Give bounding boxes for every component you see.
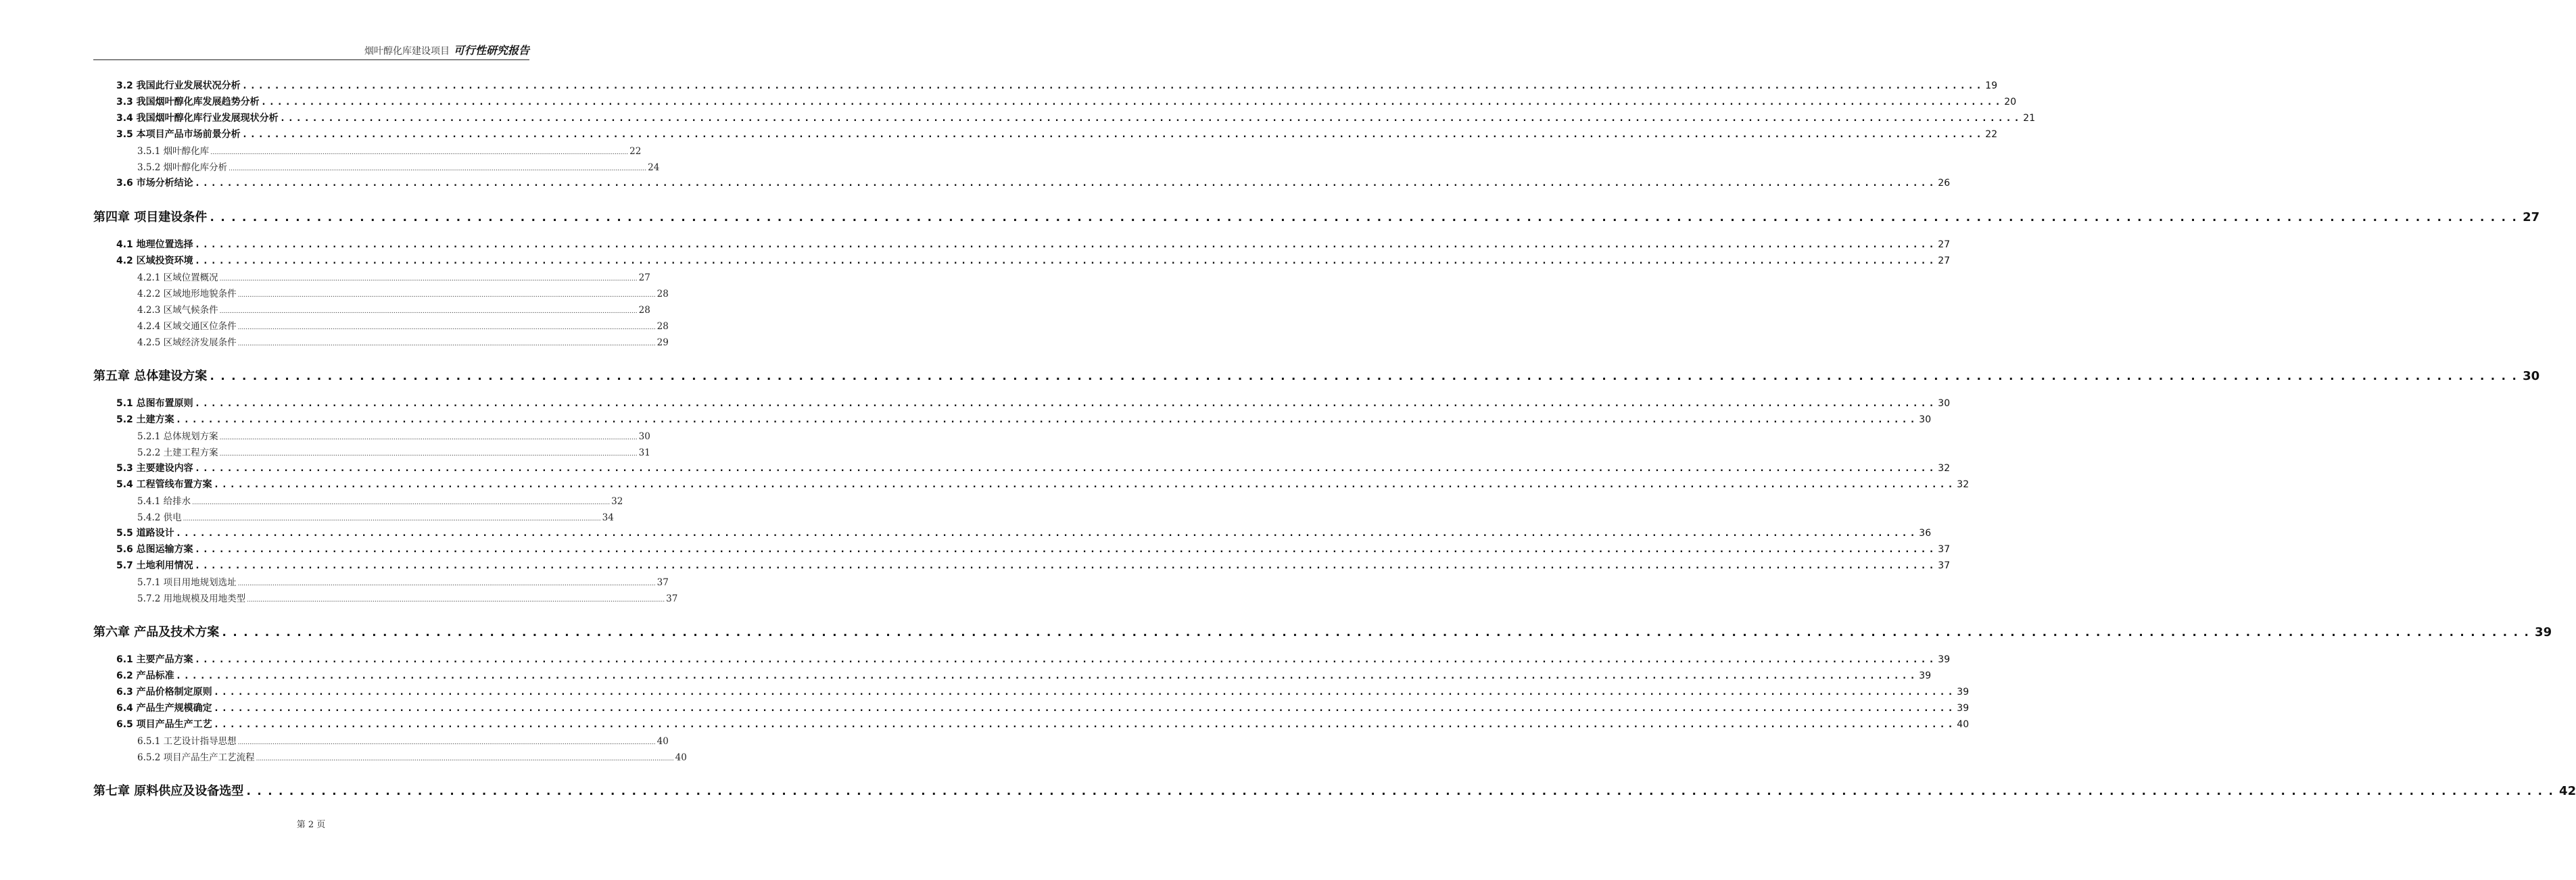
toc-leader-dots: ........................................................................................................................................................................................................................ bbox=[194, 544, 1937, 555]
toc-leader-dots: ........................................................................................................................................................................................................................ bbox=[213, 479, 1956, 490]
toc-entry-page: 30 bbox=[1938, 398, 1951, 409]
toc-leader-dots: ........................................................................................................................................................................................................................ bbox=[237, 292, 656, 299]
toc-entry-page: 40 bbox=[1957, 719, 1970, 730]
toc-entry[interactable] bbox=[137, 160, 660, 173]
toc-leader-dots: ........................................................................................................................................................................................................................ bbox=[220, 625, 2534, 639]
toc-entry-title: 6.5.1 工艺设计指导思想 bbox=[137, 736, 237, 747]
toc-entry[interactable] bbox=[116, 237, 1951, 251]
toc-entry-page: 37 bbox=[1938, 544, 1951, 555]
toc-leader-dots: ........................................................................................................................................................................................................................ bbox=[219, 276, 638, 283]
toc-leader-dots: ........................................................................................................................................................................................................................ bbox=[213, 703, 1956, 714]
toc-entry-title: 6.5.2 项目产品生产工艺流程 bbox=[137, 752, 255, 763]
toc-entry-page: 37 bbox=[1938, 560, 1951, 571]
toc-entry-page: 39 bbox=[1919, 670, 1932, 681]
toc-entry[interactable] bbox=[116, 412, 1932, 426]
toc-leader-dots: ........................................................................................................................................................................................................................ bbox=[194, 654, 1937, 665]
toc-entry[interactable] bbox=[116, 652, 1951, 666]
toc-leader-dots: ........................................................................................................................................................................................................................ bbox=[219, 435, 638, 441]
toc-chapter-title: 第五章 总体建设方案 bbox=[93, 369, 208, 383]
toc-entry-title: 6.1 主要产品方案 bbox=[116, 654, 193, 665]
toc-chapter-page: 27 bbox=[2523, 210, 2540, 224]
toc-entry-page: 28 bbox=[657, 321, 669, 332]
toc-entry-title: 6.4 产品生产规模确定 bbox=[116, 703, 212, 714]
toc-entry-page: 40 bbox=[657, 736, 669, 747]
toc-entry[interactable] bbox=[116, 176, 1951, 189]
toc-leader-dots: ........................................................................................................................................................................................................................ bbox=[194, 178, 1937, 189]
toc-entry-page: 36 bbox=[1919, 528, 1932, 539]
toc-entry-page: 28 bbox=[657, 289, 669, 299]
toc-entry-page: 21 bbox=[2023, 113, 2036, 124]
toc-chapter[interactable] bbox=[93, 781, 2576, 799]
toc-entry[interactable] bbox=[116, 701, 1970, 714]
toc-entry-title: 3.5 本项目产品市场前景分析 bbox=[116, 129, 241, 140]
toc-leader-dots: ........................................................................................................................................................................................................................ bbox=[194, 255, 1937, 266]
toc-leader-dots: ........................................................................................................................................................................................................................ bbox=[183, 516, 601, 522]
toc-entry[interactable] bbox=[116, 542, 1951, 556]
toc-entry-title: 3.5.1 烟叶醇化库 bbox=[137, 146, 210, 157]
toc-entry-title: 5.4.1 给排水 bbox=[137, 496, 191, 507]
page-header bbox=[93, 42, 529, 60]
toc-leader-dots: ........................................................................................................................................................................................................................ bbox=[213, 719, 1956, 730]
toc-entry-page: 30 bbox=[638, 431, 650, 442]
toc-entry[interactable] bbox=[116, 111, 2036, 124]
toc-entry-title: 3.5.2 烟叶醇化库分析 bbox=[137, 162, 228, 173]
toc-entry[interactable] bbox=[116, 396, 1951, 410]
toc-leader-dots: ........................................................................................................................................................................................................................ bbox=[237, 581, 656, 587]
toc-entry-page: 20 bbox=[2004, 97, 2017, 107]
toc-entry[interactable] bbox=[116, 558, 1951, 572]
toc-chapter-title: 第六章 产品及技术方案 bbox=[93, 625, 220, 639]
toc-entry-title: 3.2 我国此行业发展状况分析 bbox=[116, 80, 241, 91]
toc-entry-page: 39 bbox=[1957, 703, 1970, 714]
header-subtitle: 烟叶醇化库建设项目 bbox=[364, 46, 450, 57]
toc-entry-title: 5.7.2 用地规模及用地类型 bbox=[137, 593, 246, 604]
toc-leader-dots: ........................................................................................................................................................................................................................ bbox=[210, 149, 629, 156]
toc-entry[interactable] bbox=[137, 445, 650, 458]
toc-entry-page: 29 bbox=[657, 337, 669, 348]
toc-entry[interactable] bbox=[116, 127, 1998, 141]
toc-entry-page: 37 bbox=[666, 593, 678, 604]
toc-leader-dots: ........................................................................................................................................................................................................................ bbox=[208, 210, 2522, 224]
toc-leader-dots: ........................................................................................................................................................................................................................ bbox=[175, 670, 1918, 681]
toc-entry[interactable] bbox=[137, 429, 650, 442]
toc-entry-page: 32 bbox=[1938, 463, 1951, 474]
toc-leader-dots: ........................................................................................................................................................................................................................ bbox=[208, 369, 2522, 383]
toc-entry-title: 4.1 地理位置选择 bbox=[116, 239, 193, 250]
toc-entry-title: 4.2 区域投资环境 bbox=[116, 255, 193, 266]
toc-leader-dots: ........................................................................................................................................................................................................................ bbox=[194, 560, 1937, 571]
toc-entry[interactable] bbox=[137, 318, 669, 332]
toc-leader-dots: ........................................................................................................................................................................................................................ bbox=[237, 324, 656, 331]
toc-chapter-page: 30 bbox=[2523, 369, 2540, 383]
toc-entry[interactable] bbox=[137, 733, 669, 747]
toc-entry-title: 3.6 市场分析结论 bbox=[116, 178, 193, 189]
toc-leader-dots: ........................................................................................................................................................................................................................ bbox=[256, 756, 674, 762]
toc-entry-page: 30 bbox=[1919, 414, 1932, 425]
toc-entry[interactable] bbox=[137, 575, 669, 588]
toc-entry[interactable] bbox=[137, 750, 687, 763]
toc-entry[interactable] bbox=[137, 493, 623, 507]
toc-entry-title: 4.2.3 区域气候条件 bbox=[137, 305, 218, 316]
toc-leader-dots: ........................................................................................................................................................................................................................ bbox=[194, 463, 1937, 474]
toc-entry-page: 27 bbox=[1938, 239, 1951, 250]
toc-entry[interactable] bbox=[137, 270, 650, 283]
toc-entry-page: 39 bbox=[1957, 687, 1970, 698]
toc-entry-page: 40 bbox=[675, 752, 687, 763]
toc-entry-page: 27 bbox=[1938, 255, 1951, 266]
toc-leader-dots: ........................................................................................................................................................................................................................ bbox=[219, 451, 638, 458]
toc-entry-title: 5.2 土建方案 bbox=[116, 414, 174, 425]
toc-entry-page: 26 bbox=[1938, 178, 1951, 189]
toc-entry-title: 5.5 道路设计 bbox=[116, 528, 174, 539]
toc-leader-dots: ........................................................................................................................................................................................................................ bbox=[175, 414, 1918, 425]
toc-entry-title: 4.2.2 区域地形地貌条件 bbox=[137, 289, 237, 299]
toc-entry-title: 6.2 产品标准 bbox=[116, 670, 174, 681]
toc-entry[interactable] bbox=[137, 286, 669, 299]
toc-entry[interactable] bbox=[116, 477, 1970, 491]
toc-chapter-page: 39 bbox=[2535, 625, 2552, 639]
toc-leader-dots: ........................................................................................................................................................................................................................ bbox=[219, 308, 638, 315]
toc-entry-page: 22 bbox=[1985, 129, 1998, 140]
toc-entry-title: 3.3 我国烟叶醇化库发展趋势分析 bbox=[116, 97, 260, 107]
toc-leader-dots: ........................................................................................................................................................................................................................ bbox=[237, 341, 656, 347]
header-title: 可行性研究报告 bbox=[453, 44, 529, 57]
toc-entry[interactable] bbox=[116, 717, 1970, 731]
toc-entry[interactable] bbox=[116, 461, 1951, 474]
toc-entry[interactable] bbox=[137, 302, 650, 316]
toc-entry-page: 24 bbox=[648, 162, 660, 173]
toc-leader-dots: ........................................................................................................................................................................................................................ bbox=[260, 97, 2003, 107]
toc-entry-title: 5.2.1 总体规划方案 bbox=[137, 431, 218, 442]
page-number: 第 2 页 bbox=[296, 820, 326, 830]
toc-entry[interactable] bbox=[116, 685, 1970, 698]
toc-entry[interactable] bbox=[137, 335, 669, 348]
toc-leader-dots: ........................................................................................................................................................................................................................ bbox=[241, 80, 1984, 91]
toc-entry-title: 5.4.2 供电 bbox=[137, 512, 182, 523]
toc-entry-title: 5.4 工程管线布置方案 bbox=[116, 479, 212, 490]
toc-entry-title: 4.2.4 区域交通区位条件 bbox=[137, 321, 237, 332]
toc-entry-page: 28 bbox=[638, 305, 650, 316]
toc-entry-title: 4.2.1 区域位置概况 bbox=[137, 272, 218, 283]
toc-entry-title: 5.7.1 项目用地规划选址 bbox=[137, 577, 237, 588]
toc-entry-page: 31 bbox=[638, 447, 650, 458]
toc-leader-dots: ........................................................................................................................................................................................................................ bbox=[194, 239, 1937, 250]
toc-entry[interactable] bbox=[116, 668, 1932, 682]
toc-entry[interactable] bbox=[137, 143, 642, 157]
toc-entry-title: 5.3 主要建设内容 bbox=[116, 463, 193, 474]
toc-leader-dots: ........................................................................................................................................................................................................................ bbox=[279, 113, 2022, 124]
toc-leader-dots: ........................................................................................................................................................................................................................ bbox=[194, 398, 1937, 409]
toc-entry-title: 6.3 产品价格制定原则 bbox=[116, 687, 212, 698]
toc-entry-page: 34 bbox=[602, 512, 614, 523]
toc-entry[interactable] bbox=[116, 78, 1998, 92]
toc-chapter[interactable] bbox=[93, 366, 2540, 384]
toc-entry[interactable] bbox=[116, 95, 2017, 108]
toc-entry-title: 5.7 土地利用情况 bbox=[116, 560, 193, 571]
toc-entry-title: 5.2.2 土建工程方案 bbox=[137, 447, 218, 458]
toc-entry[interactable] bbox=[116, 253, 1951, 267]
toc-leader-dots: ........................................................................................................................................................................................................................ bbox=[245, 784, 2558, 798]
toc-entry-page: 27 bbox=[638, 272, 650, 283]
toc-entry[interactable] bbox=[116, 526, 1932, 539]
toc-entry[interactable] bbox=[137, 591, 678, 604]
toc-entry-page: 37 bbox=[657, 577, 669, 588]
toc-leader-dots: ........................................................................................................................................................................................................................ bbox=[229, 166, 647, 172]
toc-chapter-title: 第四章 项目建设条件 bbox=[93, 210, 208, 224]
toc-leader-dots: ........................................................................................................................................................................................................................ bbox=[175, 528, 1918, 539]
toc-leader-dots: ........................................................................................................................................................................................................................ bbox=[241, 129, 1984, 140]
toc-entry-page: 32 bbox=[611, 496, 623, 507]
toc-leader-dots: ........................................................................................................................................................................................................................ bbox=[192, 499, 611, 506]
toc-entry-title: 5.1 总图布置原则 bbox=[116, 398, 193, 409]
toc-entry[interactable] bbox=[137, 510, 614, 523]
toc-entry-page: 19 bbox=[1985, 80, 1998, 91]
toc-leader-dots: ........................................................................................................................................................................................................................ bbox=[247, 597, 665, 604]
toc-chapter-page: 42 bbox=[2559, 784, 2576, 798]
toc-entry-page: 39 bbox=[1938, 654, 1951, 665]
toc-entry-title: 6.5 项目产品生产工艺 bbox=[116, 719, 212, 730]
toc-chapter[interactable] bbox=[93, 622, 2552, 640]
toc-entry-page: 32 bbox=[1957, 479, 1970, 490]
toc-entry-title: 4.2.5 区域经济发展条件 bbox=[137, 337, 237, 348]
toc-entry-title: 3.4 我国烟叶醇化库行业发展现状分析 bbox=[116, 113, 279, 124]
toc-entry-title: 5.6 总图运输方案 bbox=[116, 544, 193, 555]
toc-leader-dots: ........................................................................................................................................................................................................................ bbox=[237, 739, 656, 746]
toc-leader-dots: ........................................................................................................................................................................................................................ bbox=[213, 687, 1956, 698]
toc-chapter-title: 第七章 原料供应及设备选型 bbox=[93, 784, 244, 798]
toc-entry-page: 22 bbox=[629, 146, 642, 157]
toc-chapter[interactable] bbox=[93, 207, 2540, 225]
